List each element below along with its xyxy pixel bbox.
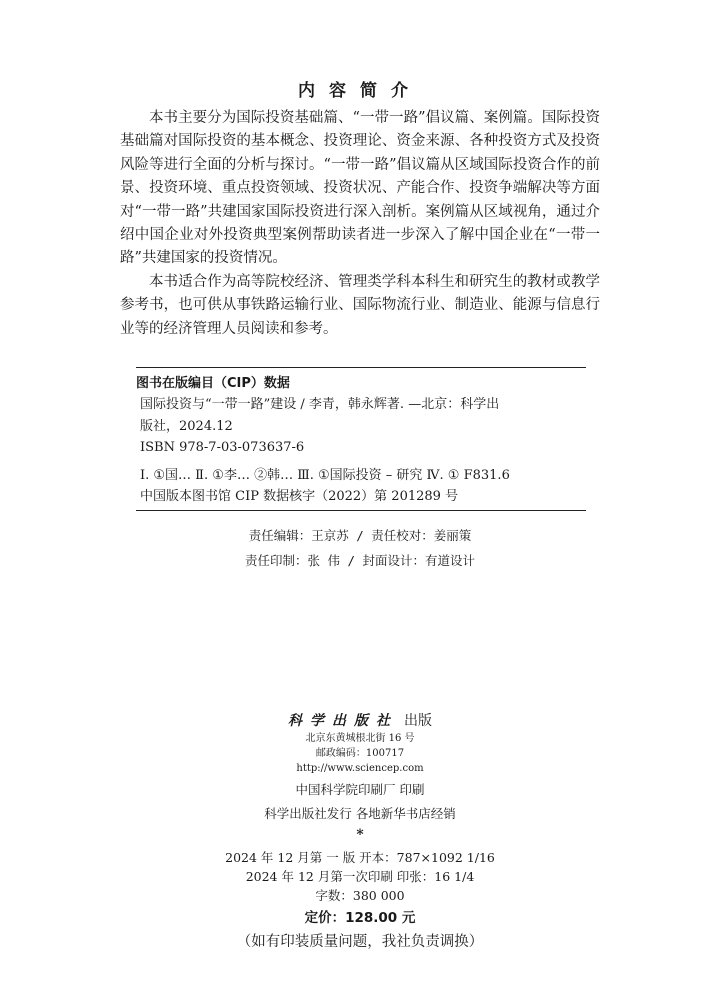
word-count-line: 字数：380 000 bbox=[315, 888, 405, 903]
intro-section bbox=[120, 107, 600, 341]
publisher-line bbox=[0, 710, 720, 731]
cip-bottom-rule bbox=[136, 510, 586, 511]
credits-block bbox=[0, 523, 720, 573]
cip-block bbox=[136, 367, 586, 511]
cip-verification: 中国版本图书馆 CIP 数据核字（2022）第 201289 号 bbox=[140, 489, 459, 504]
publisher-website: http://www.sciencep.com bbox=[296, 763, 424, 774]
separator-star: * bbox=[356, 827, 364, 843]
cip-heading: 图书在版编目（CIP）数据 bbox=[136, 376, 290, 391]
intro-paragraph: 本书适合作为高等院校经济、管理类学科本科生和研究生的教材或教学参考书，也可供从事铁路运输行业、国际物流行业、制造业、能源与信息行业等的经济管理人员阅读和参考。 bbox=[120, 273, 600, 337]
printer-line: 中国科学院印刷厂 印刷 bbox=[295, 782, 425, 797]
credits-line-design: 责任印制：张 伟 / 封面设计：有道设计 bbox=[244, 553, 476, 568]
intro-paragraph: 本书主要分为国际投资基础篇、“一带一路”倡议篇、案例篇。国际投资基础篇对国际投资的基本概念、投资理论、资金来源、各种投资方式及投资风险等进行全面的分析与探讨。“一带一路”倡议篇从区域国际投资合作的前景、投资环境、重点投资领域、投资状况、产能合作、投资争端解决等方面对“一带一路”共建国家国际投资进行深入剖析。案例篇从区域视角，通过介绍中国企业对外投资典型案例帮助读者进一步深入了解中国企业在“一带一路”共建国家的投资情况。 bbox=[120, 110, 600, 267]
credits-line-editors: 责任编辑：王京苏 / 责任校对：姜丽策 bbox=[248, 528, 472, 543]
printing-line: 2024 年 12 月第一次印刷 印张：16 1/4 bbox=[245, 869, 475, 884]
distribution-line: 科学出版社发行 各地新华书店经销 bbox=[264, 806, 456, 821]
cip-entry-line: 版社，2024.12 bbox=[140, 418, 233, 434]
quality-note: （如有印装质量问题，我社负责调换） bbox=[236, 934, 484, 950]
publishing-block bbox=[0, 710, 720, 955]
publisher-address: 北京东黄城根北街 16 号 bbox=[305, 733, 415, 744]
price-line: 定价：128.00 元 bbox=[304, 910, 416, 926]
edition-line: 2024 年 12 月第 一 版 开本：787×1092 1/16 bbox=[225, 850, 495, 865]
publisher-logo: 科学出版社 bbox=[288, 713, 398, 729]
page-title: 内容简介 bbox=[298, 81, 422, 101]
cip-isbn: ISBN 978-7-03-073637-6 bbox=[140, 440, 305, 455]
cip-entry-line: 国际投资与“一带一路”建设 / 李青，韩永辉著. —北京：科学出 bbox=[140, 397, 500, 412]
cip-classification: Ⅰ. ①国… Ⅱ. ①李… ②韩… Ⅲ. ①国际投资 – 研究 Ⅳ. ① F831.6 bbox=[140, 467, 510, 483]
publisher-postcode: 邮政编码：100717 bbox=[315, 748, 405, 759]
cip-top-rule bbox=[136, 367, 586, 368]
publisher-verb: 出版 bbox=[404, 713, 432, 729]
